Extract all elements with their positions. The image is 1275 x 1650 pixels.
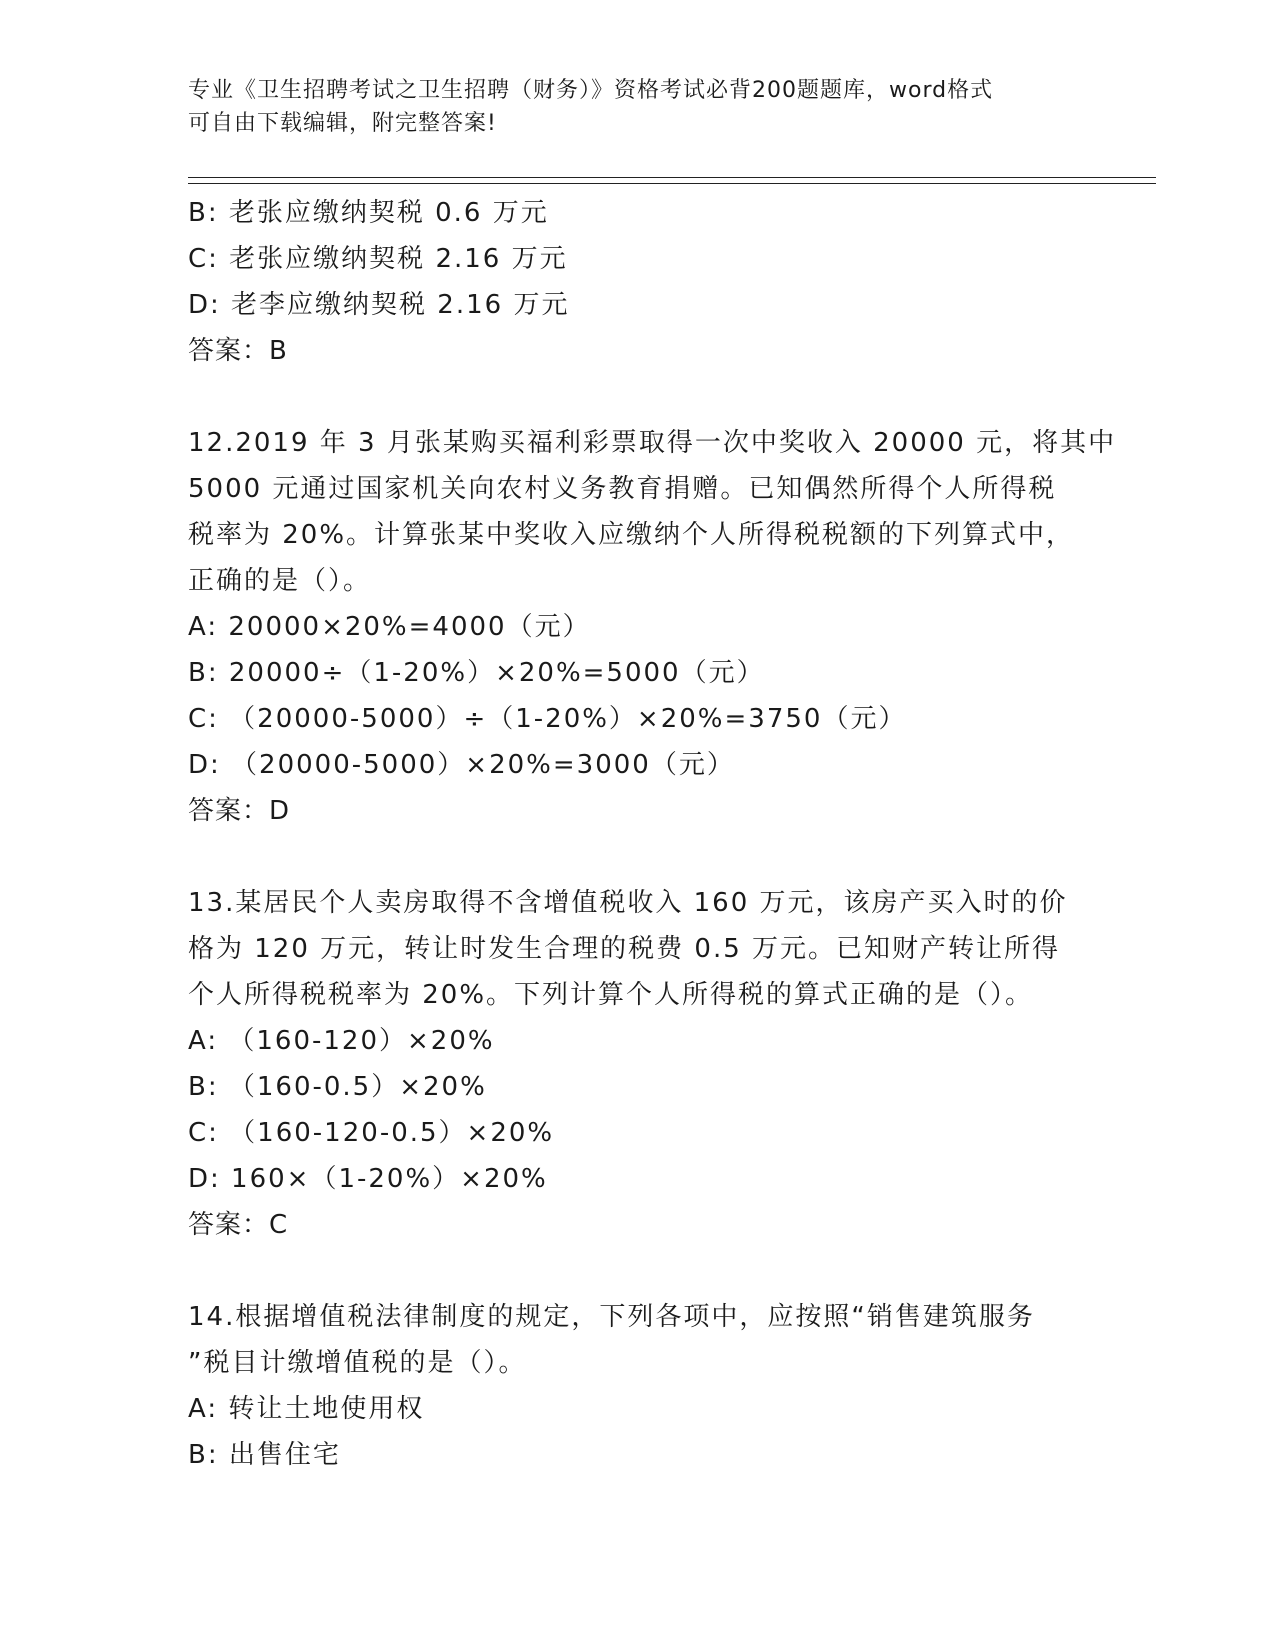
question-stem-line: 正确的是（）。 — [188, 566, 372, 596]
header-divider-bottom — [188, 183, 1156, 184]
spacer — [188, 834, 1088, 880]
question-stem-line: 格为 120 万元，转让时发生合理的税费 0.5 万元。已知财产转让所得 — [188, 934, 1061, 964]
option-a: A: （160-120）×20% — [188, 1026, 495, 1056]
option-a: A: 转让土地使用权 — [188, 1394, 425, 1424]
question-stem-line: 5000 元通过国家机关向农村义务教育捐赠。已知偶然所得个人所得税 — [188, 474, 1057, 504]
document-header — [188, 74, 1088, 140]
option-b: B: 老张应缴纳契税 0.6 万元 — [188, 198, 549, 228]
question-13 — [188, 880, 1088, 1248]
spacer — [188, 1248, 1088, 1294]
option-b: B: （160-0.5）×20% — [188, 1072, 487, 1102]
answer-line: 答案：C — [188, 1210, 289, 1240]
option-d: D: 160×（1-20%）×20% — [188, 1164, 548, 1194]
option-d: D: （20000-5000）×20%=3000（元） — [188, 750, 735, 780]
option-b: B: 20000÷（1-20%）×20%=5000（元） — [188, 658, 765, 688]
question-stem-line: 14.根据增值税法律制度的规定，下列各项中，应按照“销售建筑服务 — [188, 1302, 1035, 1332]
option-c: C: 老张应缴纳契税 2.16 万元 — [188, 244, 568, 274]
question-12 — [188, 420, 1117, 834]
question-stem-line: 12.2019 年 3 月张某购买福利彩票取得一次中奖收入 20000 元，将其中 — [188, 428, 1117, 458]
question-11-remainder — [188, 190, 1088, 374]
answer-line: 答案：D — [188, 796, 291, 826]
option-c: C: （160-120-0.5）×20% — [188, 1118, 555, 1148]
question-stem-line: 税率为 20%。计算张某中奖收入应缴纳个人所得税税额的下列算式中， — [188, 520, 1075, 550]
question-stem-line: 13.某居民个人卖房取得不含增值税收入 160 万元，该房产买入时的价 — [188, 888, 1068, 918]
document-body — [188, 190, 1117, 1478]
spacer — [188, 374, 1088, 420]
question-14 — [188, 1294, 1088, 1478]
option-d: D: 老李应缴纳契税 2.16 万元 — [188, 290, 570, 320]
option-b: B: 出售住宅 — [188, 1440, 341, 1470]
question-stem-line: 个人所得税税率为 20%。下列计算个人所得税的算式正确的是（）。 — [188, 980, 1034, 1010]
header-line-1: 专业《卫生招聘考试之卫生招聘（财务）》资格考试必背200题题库，word格式 — [188, 78, 994, 103]
header-divider-top — [188, 177, 1156, 178]
option-a: A: 20000×20%=4000（元） — [188, 612, 591, 642]
option-c: C: （20000-5000）÷（1-20%）×20%=3750（元） — [188, 704, 907, 734]
answer-line: 答案：B — [188, 336, 288, 366]
question-stem-line: ”税目计缴增值税的是（）。 — [188, 1348, 527, 1378]
header-line-2: 可自由下载编辑，附完整答案! — [188, 111, 497, 136]
